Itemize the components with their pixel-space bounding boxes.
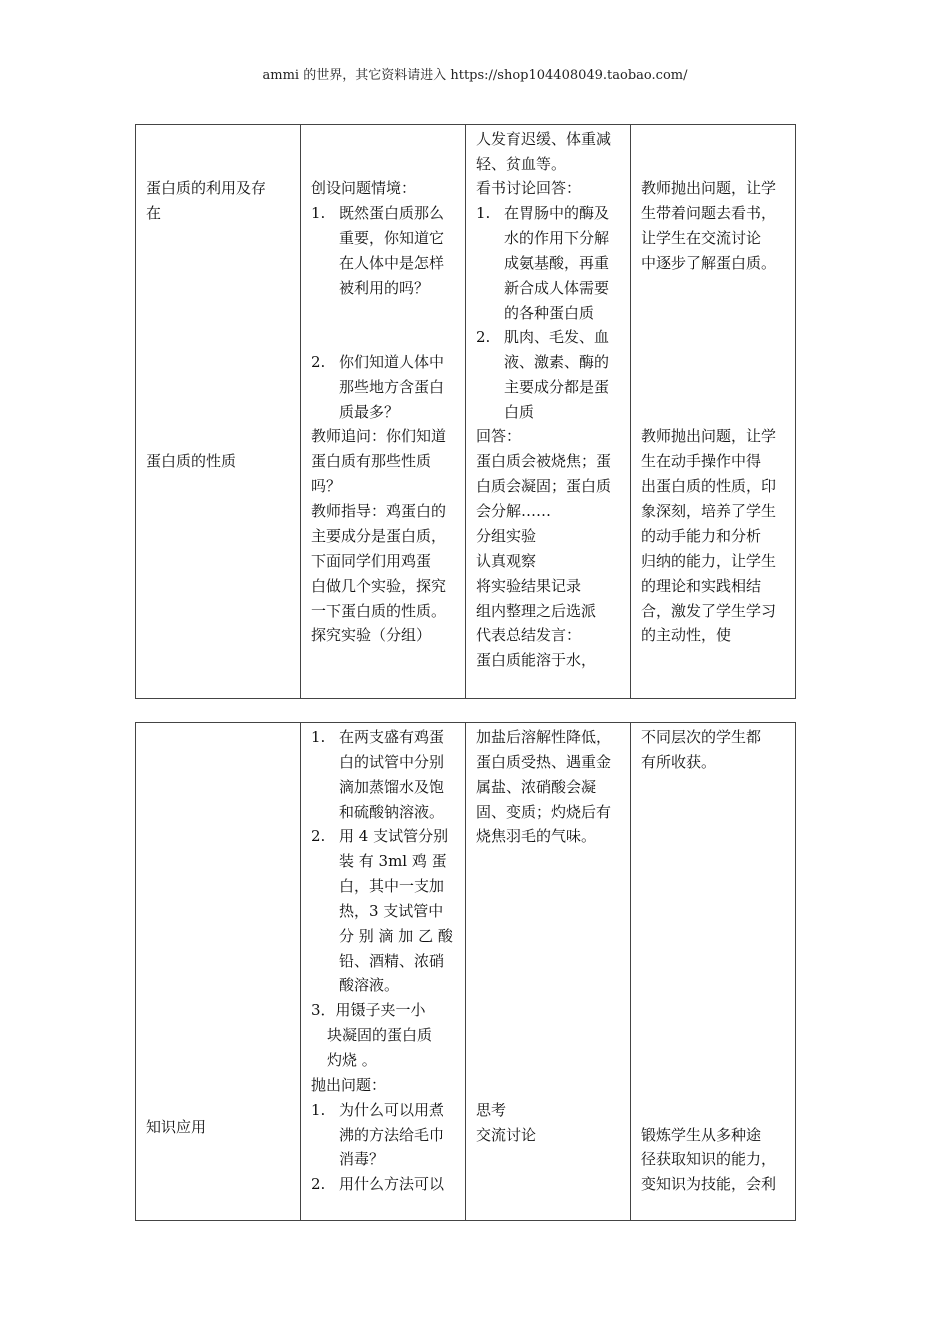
skill-line: 变知识为技能，会利 [641,1175,777,1193]
intent-line: 象深刻，培养了学生 [641,502,777,520]
pose-question-intro: 抛出问题： [311,1076,387,1094]
intent-line: 生带着问题去看书， [641,204,777,222]
continued-line: 轻、贫血等。 [476,155,567,173]
student-activity-column [466,723,631,1221]
topic-column [136,723,301,1221]
answer-line: 代表总结发言： [476,626,582,644]
experiment-2-line: 白，其中一支加 [339,877,445,895]
topic-application: 知识应用 [146,1118,207,1136]
followup-line: 探究实验（分组） [311,626,432,644]
intent-line: 教师抛出问题，让学 [641,427,777,445]
intent-line: 生在动手操作中得 [641,452,762,470]
answer-2-line: 肌肉、毛发、血 [504,328,610,346]
experiment-2-line: 用 4 支试管分别 [339,827,449,845]
student-activity-column [466,125,631,699]
problem-1-line: 消毒？ [339,1150,385,1168]
answer-line: 认真观察 [476,552,537,570]
experiment-2-line: 装 有 3ml 鸡 蛋 [339,852,447,870]
question-1-line: 既然蛋白质那么 [339,204,445,222]
topic-properties: 蛋白质的性质 [146,452,237,470]
followup-line: 蛋白质有那些性质 [311,452,432,470]
answer-line: 蛋白质会被烧焦；蛋 [476,452,612,470]
intent-line: 出蛋白质的性质，印 [641,477,777,495]
problem-1-line: 为什么可以用煮 [339,1101,445,1119]
intent-line: 合，激发了学生学习 [641,602,777,620]
lesson-table-2 [135,722,796,1221]
question-1-line: 在人体中是怎样 [339,254,445,272]
answer-line: 分组实验 [476,527,537,545]
question-1-line: 重要，你知道它 [339,229,445,247]
continued-line: 人发育迟缓、体重减 [476,130,612,148]
experiment-3-line: 灼烧 。 [327,1051,377,1069]
experiment-3-line: 块凝固的蛋白质 [327,1026,433,1044]
question-2-number: 2. [311,353,326,371]
result-line: 加盐后溶解性降低， [476,728,612,746]
answer-1-number: 1. [476,204,491,222]
answer-line: 将实验结果记录 [476,577,582,595]
intent-line: 让学生在交流讨论 [641,229,762,247]
gain-line: 不同层次的学生都 [641,728,762,746]
design-intent-column [631,125,796,699]
teacher-activity-column [301,723,466,1221]
result-line: 烧焦羽毛的气味。 [476,827,597,845]
intent-line: 的动手能力和分析 [641,527,762,545]
skill-line: 锻炼学生从多种途 [641,1126,762,1144]
answer-1-line: 新合成人体需要 [504,279,610,297]
experiment-2-line: 热，3 支试管中 [339,902,444,920]
answer-1-line: 成氨基酸，再重 [504,254,610,272]
problem-1-line: 沸的方法给毛巾 [339,1126,445,1144]
think-line: 思考 [476,1101,507,1119]
discussion-intro: 看书讨论回答： [476,179,582,197]
experiment-3-line: 3．用镊子夹一小 [311,1001,426,1019]
problem-1-number: 1. [311,1101,326,1119]
problem-2-line: 用什么方法可以 [339,1175,445,1193]
topic-utilization-line1: 蛋白质的利用及存 [146,179,267,197]
topic-utilization-line2: 在 [146,204,162,222]
followup-line: 教师追问：你们知道 [311,427,447,445]
answer-line: 会分解…… [476,502,552,520]
gain-line: 有所收获。 [641,753,717,771]
intent-line: 归纳的能力，让学生 [641,552,777,570]
teacher-activity-column [301,125,466,699]
result-line: 蛋白质受热、遇重金 [476,753,612,771]
question-2-line: 那些地方含蛋白 [339,378,445,396]
scenario-intro: 创设问题情境： [311,179,417,197]
answer-1-line: 的各种蛋白质 [504,304,595,322]
experiment-2-line: 分 别 滴 加 乙 酸 [339,927,453,945]
answer-line: 蛋白质能溶于水， [476,651,597,669]
experiment-1-line: 白的试管中分别 [339,753,445,771]
followup-line: 吗？ [311,477,342,495]
experiment-1-line: 滴加蒸馏水及饱 [339,778,445,796]
problem-2-number: 2. [311,1175,326,1193]
followup-line: 一下蛋白质的性质。 [311,602,447,620]
experiment-2-line: 铅、酒精、浓硝 [339,952,445,970]
answer-1-line: 水的作用下分解 [504,229,610,247]
skill-line: 径获取知识的能力， [641,1150,777,1168]
question-2-line: 你们知道人体中 [339,353,445,371]
lesson-table-1 [135,124,796,699]
answer-line: 组内整理之后选派 [476,602,597,620]
answer-2-number: 2. [476,328,491,346]
followup-line: 教师指导：鸡蛋白的 [311,502,447,520]
topic-column [136,125,301,699]
intent-line: 教师抛出问题，让学 [641,179,777,197]
question-2-line: 质最多？ [339,403,400,421]
answer-2-line: 白质 [504,403,535,421]
answer-1-line: 在胃肠中的酶及 [504,204,610,222]
question-1-line: 被利用的吗？ [339,279,430,297]
followup-line: 下面同学们用鸡蛋 [311,552,432,570]
intent-line: 中逐步了解蛋白质。 [641,254,777,272]
design-intent-column [631,723,796,1221]
question-1-number: 1. [311,204,326,222]
experiment-1-line: 在两支盛有鸡蛋 [339,728,445,746]
experiment-1-number: 1. [311,728,326,746]
intent-line: 的主动性，使 [641,626,732,644]
followup-line: 白做几个实验，探究 [311,577,447,595]
result-line: 属盐、浓硝酸会凝 [476,778,597,796]
intent-line: 的理论和实践相结 [641,577,762,595]
page-header: ammi 的世界，其它资料请进入 https://shop104408049.taobao.com/ [262,68,688,83]
answer-2-line: 液、激素、酶的 [504,353,610,371]
answer-line: 白质会凝固；蛋白质 [476,477,612,495]
result-line: 固、变质；灼烧后有 [476,803,612,821]
answer-2-line: 主要成分都是蛋 [504,378,610,396]
experiment-2-number: 2. [311,827,326,845]
followup-line: 主要成分是蛋白质， [311,527,447,545]
answer-line: 回答： [476,427,522,445]
experiment-1-line: 和硫酸钠溶液。 [339,803,445,821]
think-line: 交流讨论 [476,1126,537,1144]
experiment-2-line: 酸溶液。 [339,976,400,994]
